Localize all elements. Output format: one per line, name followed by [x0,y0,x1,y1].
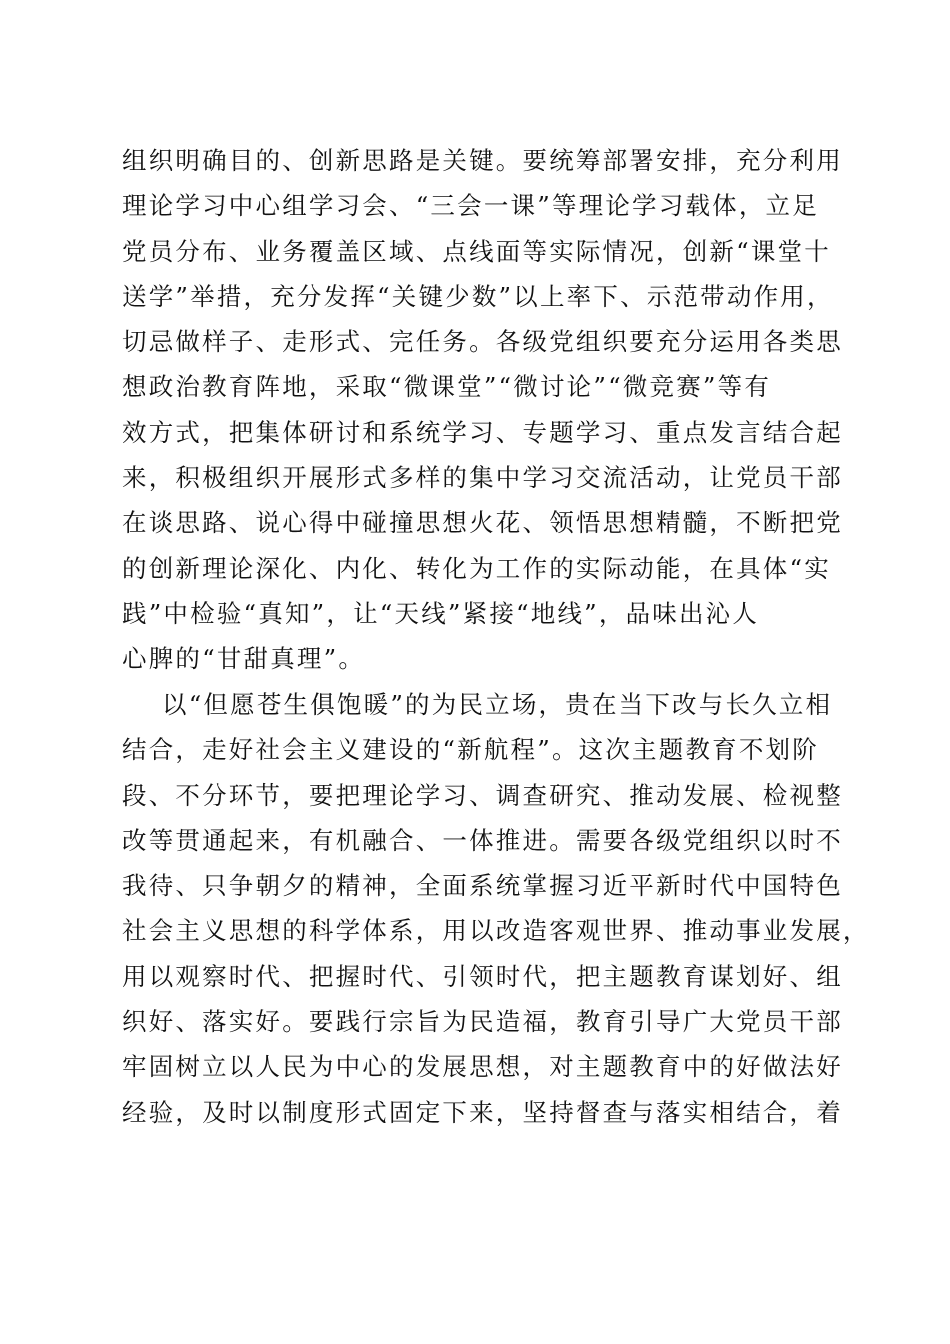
text-line: 在谈思路、说心得中碰撞思想火花、领悟思想精髓，不断把党 [122,508,843,538]
text-line: 理论学习中心组学习会、“三会一课”等理论学习载体，立足 [122,191,819,221]
text-line: 社会主义思想的科学体系，用以改造客观世界、推动事业发展， [122,916,870,946]
text-line-first: 以“但愿苍生俱饱暖”的为民立场，贵在当下改与长久立相 [162,690,833,719]
text-line: 我待、只争朝夕的精神，全面系统掌握习近平新时代中国特色 [122,871,843,901]
text-line: 想政治教育阵地，采取“微课堂”“微讨论”“微竞赛”等有 [122,372,772,402]
text-line: 来，积极组织开展形式多样的集中学习交流活动，让党员干部 [122,463,843,493]
paragraph-2 [122,682,870,1135]
text-line: 组织明确目的、创新思路是关键。要统筹部署安排，充分利用 [122,146,843,175]
text-line: 践”中检验“真知”，让“天线”紧接“地线”，品味出沁人 [122,598,760,628]
text-line: 改等贯通起来，有机融合、一体推进。需要各级党组织以时不 [122,825,843,855]
text-line: 送学”举措，充分发挥“关键少数”以上率下、示范带动作用， [122,281,834,311]
text-line: 效方式，把集体研讨和系统学习、专题学习、重点发言结合起 [122,417,843,447]
text-line: 心脾的“甘甜真理”。 [122,644,366,674]
text-line: 牢固树立以人民为中心的发展思想，对主题教育中的好做法好 [122,1052,843,1082]
text-line: 党员分布、业务覆盖区域、点线面等实际情况，创新“课堂十 [122,236,831,266]
text-line: 段、不分环节，要把理论学习、调查研究、推动发展、检视整 [122,780,843,810]
text-line: 的创新理论深化、内化、转化为工作的实际动能，在具体“实 [122,553,831,583]
text-line: 经验，及时以制度形式固定下来，坚持督查与落实相结合，着 [122,1097,843,1127]
text-line: 切忌做样子、走形式、完任务。各级党组织要充分运用各类思 [122,327,843,357]
text-line: 用以观察时代、把握时代、引领时代，把主题教育谋划好、组 [122,961,843,991]
paragraph-1 [122,138,842,682]
text-line: 结合，走好社会主义建设的“新航程”。这次主题教育不划阶 [122,735,819,765]
text-line: 织好、落实好。要践行宗旨为民造福，教育引导广大党员干部 [122,1007,843,1037]
